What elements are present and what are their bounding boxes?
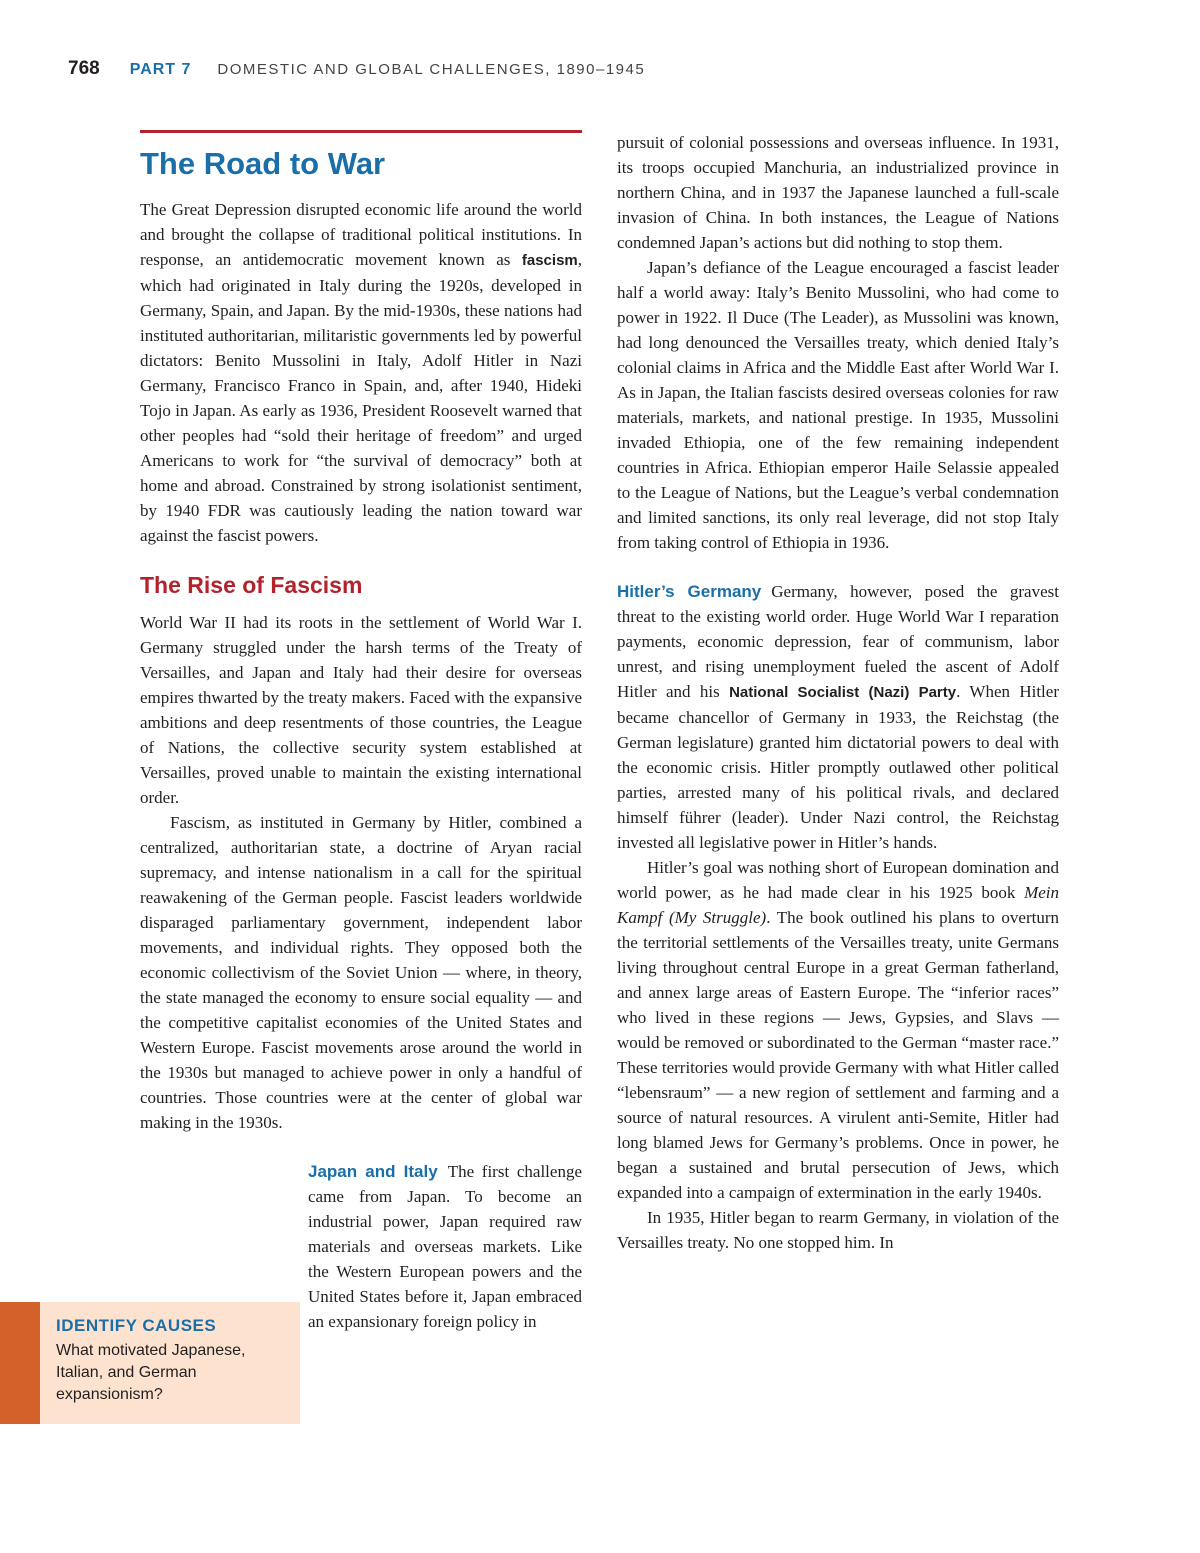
page-number: 768 [68,58,100,79]
key-term-nazi-party: National Socialist (Nazi) Party [729,684,957,701]
running-header-title: DOMESTIC AND GLOBAL CHALLENGES, 1890–1945 [217,61,646,78]
part-label: PART 7 [129,61,192,78]
subsection-title: The Rise of Fascism [140,572,363,598]
runin-heading-hitlers-germany: Hitler’s Germany [617,582,762,601]
left-column [140,130,582,1339]
paragraph-italy: Japan’s defiance of the League encouraged a fascist leader half a world away: Italy’s Benito Mussolini, who had come to power in 1922. Il Duce (The Leader), as Mussolini was known, had long denounced the Versailles treaty, which denied Italy’s colonial claims in Africa and the Middle East after World War I. As in Japan, the Italian fascists desired overseas colonies for raw materials, markets, and national prestige. In 1935, Mussolini invaded Ethiopia, one of the few remaining independent countries in Africa. Ethiopian emperor Haile Selassie appealed to the League of Nations, but the League’s verbal condemnation and limited sanctions, its only real leverage, did not stop Italy from taking control of Ethiopia in 1936. [617,258,1059,552]
paragraph-rearm: In 1935, Hitler began to rearm Germany, in violation of the Versailles treaty. No one stopped him. In [617,1208,1059,1252]
book-title: Mein Kampf (My Struggle) [617,883,1059,927]
paragraph-japan-continued: pursuit of colonial possessions and overseas influence. In 1931, its troops occupied Manchuria, an industrialized province in northern China, and in 1937 the Japanese launched a full-scale invasion of China. In both instances, the League of Nations condemned Japan’s actions but did nothing to stop them. [617,133,1059,252]
right-column [617,130,1059,1255]
running-header [68,58,645,86]
section-title: The Road to War [140,146,386,181]
sidebar-title: IDENTIFY CAUSES [56,1316,217,1335]
identify-causes-sidebar [0,1302,300,1424]
runin-heading-japan-italy: Japan and Italy [308,1162,438,1181]
sidebar-accent-bar [0,1302,40,1424]
paragraph-hitler-goal: Hitler’s goal was nothing short of European domination and world power, as he had made clear in his 1925 book Mein Kampf (My Struggle). The book outlined his plans to overturn the territorial settlements of the Versailles treaty, unite Germans living throughout central Europe in a great German fatherland, and annex large areas of Eastern Europe. The “inferior races” who lived in these regions — Jews, Gypsies, and Slavs — would be removed or subordinated to the German “master race.” These territories would provide Germany with what Hitler called “lebensraum” — a new region of settlement and farming and a source of natural resources. A virulent anti-Semite, Hitler had long blamed Jews for Germany’s problems. Once in power, he began a sustained and brutal persecution of Jews, which expanded into a campaign of extermination in the early 1940s. [617,858,1060,1202]
paragraph-roots: World War II had its roots in the settlement of World War I. Germany struggled under the harsh terms of the Treaty of Versailles, and Japan and Italy had their desire for overseas empires thwarted by the treaty makers. Faced with the expansive ambitions and deep resentments of those countries, the League of Nations, the collective security system established at Versailles, proved unable to maintain the existing international order. [140,613,582,807]
sidebar-question: What motivated Japanese, Italian, and German expansionism? [56,1342,246,1403]
paragraph-fascism: Fascism, as instituted in Germany by Hitler, combined a centralized, authoritarian state, a doctrine of Aryan racial supremacy, and intense nationalism in a call for the spiritual reawakening of the German people. Fascist leaders worldwide disparaged parliamentary government, independent labor movements, and individual rights. They opposed both the economic collectivism of the Soviet Union — where, in theory, the state managed the economy to ensure social equality — and the competitive capitalist economies of the United States and Western Europe. Fascist movements arose around the world in the 1930s but managed to achieve power in only a handful of countries. Those countries were at the center of global war making in the 1930s. [140,813,582,1132]
section-rule [140,130,582,133]
key-term-fascism: fascism [521,252,578,269]
sidebar-body [40,1302,300,1424]
paragraph-hitler: Hitler’s Germany Germany, however, posed the gravest threat to the existing world order. Huge World War I reparation payments, economic depression, fear of communism, labor unrest, and rising unemployment fueled the ascent of Adolf Hitler and his National Socialist (Nazi) Party. When Hitler became chancellor of Germany in 1933, the Reichstag (the German legislature) granted him dictatorial powers to deal with the economic crisis. Hitler promptly outlawed other political parties, arrested many of his political rivals, and declared himself führer (leader). Under Nazi control, the Reichstag invested all legislative power in Hitler’s hands. [617,582,1059,852]
paragraph-japan: Japan and Italy The first challenge came from Japan. To become an industrial power, Japan required raw materials and overseas markets. Like the Western European powers and the United States before it, Japan embraced an expansionary foreign policy in [308,1162,582,1331]
intro-paragraph: The Great Depression disrupted economic life around the world and brought the collapse of traditional political institutions. In response, an antidemocratic movement known as fascism, which had originated in Italy during the 1920s, developed in Germany, Spain, and Japan. By the mid-1930s, these nations had instituted authoritarian, militaristic governments led by powerful dictators: Benito Mussolini in Italy, Adolf Hitler in Nazi Germany, Francisco Franco in Spain, and, after 1940, Hideki Tojo in Japan. As early as 1936, President Roosevelt warned that other peoples had “sold their heritage of freedom” and urged Americans to work for “the survival of democracy” both at home and abroad. Constrained by strong isolationist sentiment, by 1940 FDR was cautiously leading the nation toward war against the fascist powers. [140,200,582,545]
